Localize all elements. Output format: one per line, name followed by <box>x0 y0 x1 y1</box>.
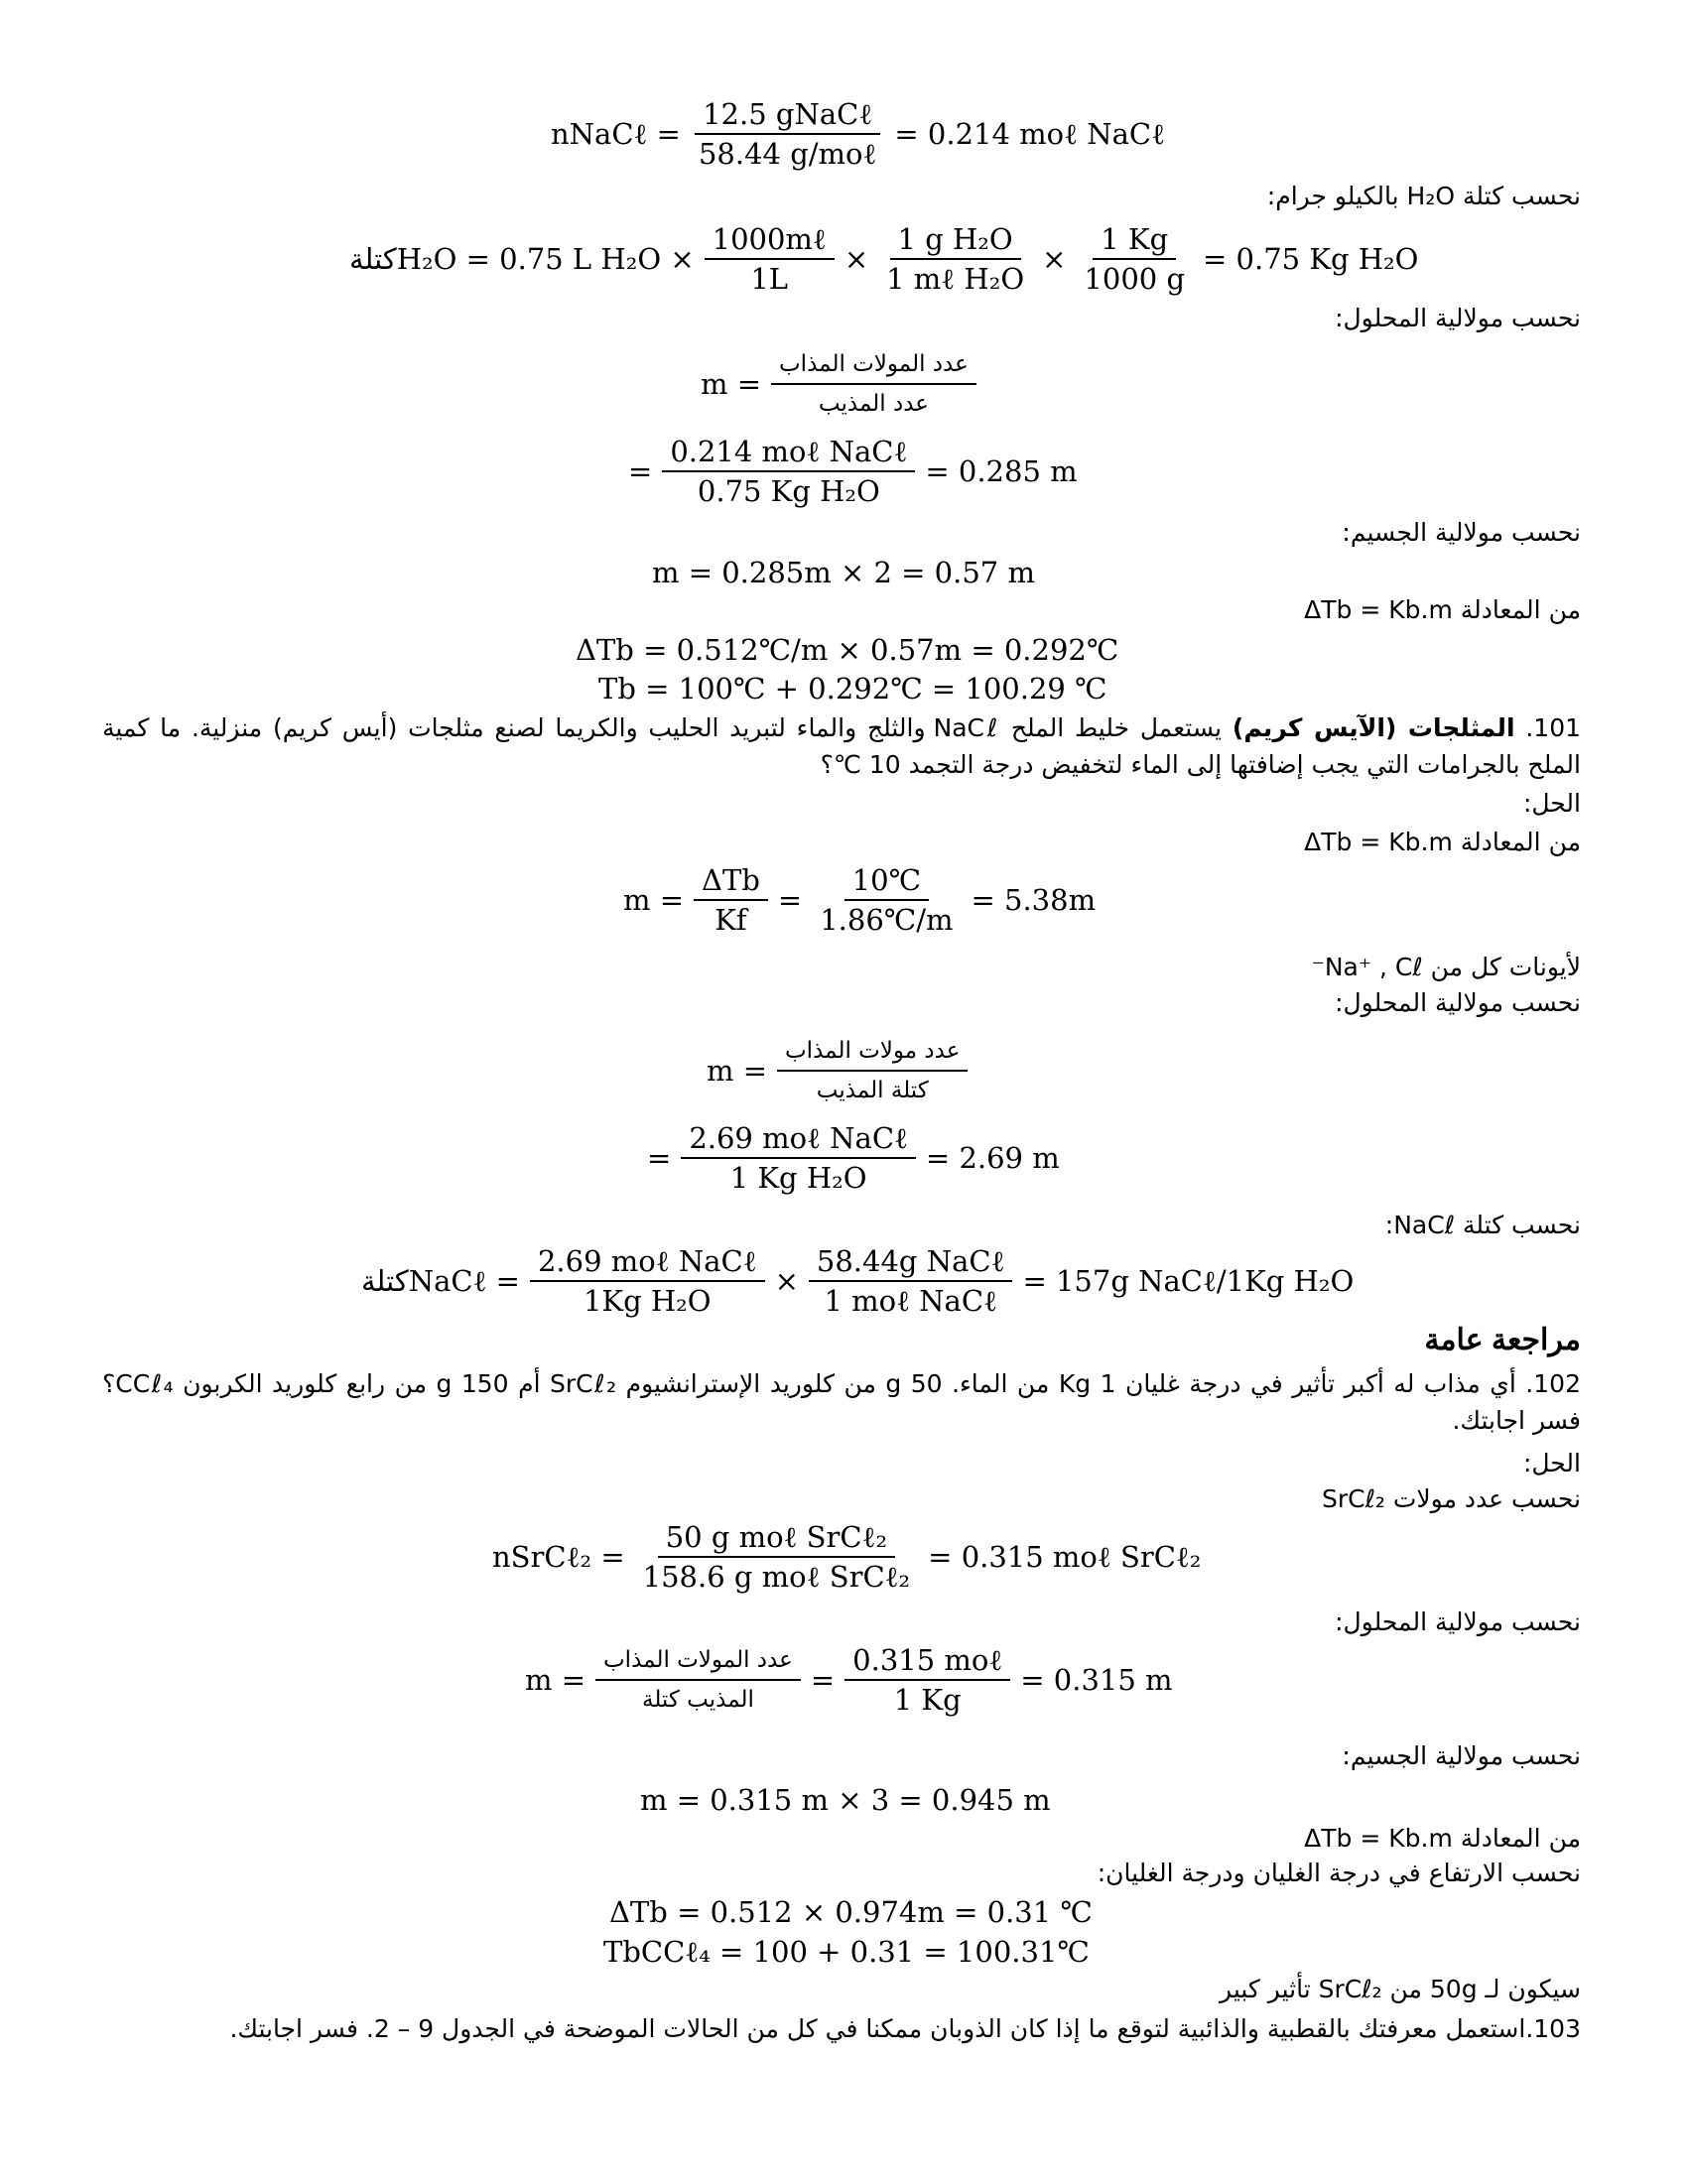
numerator: 0.315 moℓ <box>844 1641 1010 1681</box>
equals-sign: = <box>777 883 803 917</box>
equation-molality-def <box>701 345 976 423</box>
fraction <box>635 1518 919 1596</box>
fraction <box>1076 220 1193 298</box>
numerator: 2.69 moℓ NaCℓ <box>681 1119 916 1159</box>
eq-lhs: كتلةH₂O = 0.75 L H₂O × <box>349 242 695 276</box>
equation-tb-ccl4: TbCCℓ₄ = 100 + 0.31 = 100.31℃ <box>603 1935 1090 1969</box>
eq-rhs: = 0.214 moℓ NaCℓ <box>894 116 1165 151</box>
fraction <box>844 1641 1010 1719</box>
denominator: 1 Kg <box>893 1683 962 1717</box>
step-text: نحسب الارتفاع في درجة الغليان ودرجة الغليان: <box>1097 1859 1581 1887</box>
numerator: ΔTb <box>694 861 768 901</box>
denominator: 158.6 g moℓ SrCℓ₂ <box>642 1560 911 1594</box>
numerator: 1000mℓ <box>705 220 835 260</box>
eq-lhs: nNaCℓ = <box>551 116 681 151</box>
equation-moles-nacl <box>551 95 1165 173</box>
numerator: 50 g moℓ SrCℓ₂ <box>658 1518 895 1558</box>
step-text: من المعادلة ΔTb = Kb.m <box>1304 595 1581 624</box>
step-text: نحسب عدد مولات SrCℓ₂ <box>1321 1484 1581 1513</box>
equation-mass-nacl <box>361 1242 1354 1320</box>
denominator: 1Kg H₂O <box>583 1284 712 1318</box>
eq-lhs: nSrCℓ₂ = <box>492 1539 625 1574</box>
eq-rhs: = 0.315 m <box>1020 1663 1173 1697</box>
question-101 <box>102 709 1581 783</box>
fraction <box>691 95 884 173</box>
step-text: نحسب مولالية المحلول: <box>1335 304 1581 332</box>
question-text: يستعمل خليط الملح NaCℓ والثلج والماء لتبريد الحليب والكريما لصنع مثلجات (أيس كريم) منزلية. ما كمية الملح بالجرامات التي يجب إضافتها إلى الماء لتخفيض درجة التجمد 10 ℃؟ <box>102 713 1581 779</box>
fraction <box>694 861 768 939</box>
step-text: لأيونات كل من Na⁺ , Cℓ⁻ <box>1311 953 1581 981</box>
fraction <box>662 433 915 510</box>
fraction <box>595 1641 801 1719</box>
step-text: الحل: <box>1522 789 1581 818</box>
step-text: الحل: <box>1522 1449 1581 1477</box>
fraction <box>681 1119 916 1197</box>
equation-molality-value-2 <box>647 1119 1060 1197</box>
numerator: 1 g H₂O <box>890 220 1021 260</box>
numerator: عدد المولات المذاب <box>771 345 976 385</box>
denominator: 1000 g <box>1084 262 1186 296</box>
equation-molality-srcl2 <box>525 1641 1173 1719</box>
question-topic: المثلجات (الآيس كريم) <box>1232 713 1515 742</box>
numerator: 58.44g NaCℓ <box>809 1242 1013 1282</box>
equation-moles-srcl2 <box>492 1518 1201 1596</box>
times-sign: × <box>844 242 869 276</box>
fraction <box>777 1032 968 1109</box>
step-text: نحسب كتلة NaCℓ: <box>1384 1211 1581 1239</box>
denominator: 1.86℃/m <box>820 903 954 937</box>
eq-rhs: = 5.38m <box>971 883 1097 917</box>
times-sign: × <box>1042 242 1067 276</box>
question-103: 103.استعمل معرفتك بالقطبية والذائبية لتوقع ما إذا كان الذوبان ممكنا في كل من الحالات الموضحة في الجدول 9 – 2. فسر اجابتك. <box>229 2014 1581 2043</box>
step-text: نحسب مولالية المحلول: <box>1335 988 1581 1017</box>
fraction <box>771 345 976 423</box>
equation-mass-water <box>349 220 1418 298</box>
equation-tb: Tb = 100℃ + 0.292℃ = 100.29 ℃ <box>598 672 1107 706</box>
step-text: سيكون لـ 50g من SrCℓ₂ تأثير كبير <box>1220 1975 1581 2003</box>
equals-sign: = <box>810 1663 836 1697</box>
eq-lhs: m = <box>623 883 685 917</box>
denominator: كتلة المذيب <box>816 1078 929 1103</box>
denominator: 58.44 g/moℓ <box>698 137 877 171</box>
denominator: Kf <box>714 903 747 937</box>
equation-delta-tb-2: ΔTb = 0.512 × 0.974m = 0.31 ℃ <box>609 1895 1093 1929</box>
equation-molality-def-2 <box>707 1032 968 1109</box>
eq-lhs: = <box>647 1141 672 1175</box>
numerator: عدد مولات المذاب <box>777 1032 968 1072</box>
step-text: من المعادلة ΔTb = Kb.m <box>1304 828 1581 856</box>
fraction <box>809 1242 1013 1320</box>
fraction <box>530 1242 765 1320</box>
times-sign: × <box>774 1264 799 1298</box>
step-text: نحسب مولالية الجسيم: <box>1342 518 1581 547</box>
eq-lhs: كتلةNaCℓ = <box>361 1263 520 1298</box>
eq-lhs: m = <box>707 1054 768 1088</box>
equation-particle-molality-2: m = 0.315 m × 3 = 0.945 m <box>640 1783 1051 1817</box>
eq-rhs: = 157g NaCℓ/1Kg H₂O <box>1022 1263 1355 1298</box>
fraction <box>878 220 1032 298</box>
denominator: 1 Kg H₂O <box>729 1161 867 1195</box>
eq-lhs: = <box>628 454 653 488</box>
step-text: نحسب مولالية الجسيم: <box>1342 1741 1581 1770</box>
step-text: نحسب مولالية المحلول: <box>1335 1607 1581 1636</box>
eq-lhs: m = <box>525 1663 586 1697</box>
eq-rhs: = 0.315 moℓ SrCℓ₂ <box>928 1539 1202 1574</box>
equation-delta-tb: ΔTb = 0.512℃/m × 0.57m = 0.292℃ <box>576 633 1119 667</box>
numerator: 10℃ <box>844 861 929 901</box>
fraction <box>705 220 835 298</box>
step-text: من المعادلة ΔTb = Kb.m <box>1304 1824 1581 1853</box>
eq-lhs: m = <box>701 367 762 401</box>
question-102: 102. أي مذاب له أكبر تأثير في درجة غليان 1 Kg من الماء. 50 g من كلوريد الإسترانشيوم SrCℓ₂ أم 150 g من رابع كلوريد الكربون CCℓ₄؟ فسر اجابتك. <box>102 1369 1581 1435</box>
denominator: عدد المذيب <box>818 391 929 417</box>
numerator: 12.5 gNaCℓ <box>695 95 880 135</box>
denominator: المذيب كتلة <box>641 1687 754 1713</box>
denominator: 1 mℓ H₂O <box>886 262 1025 296</box>
step-text: نحسب كتلة H₂O بالكيلو جرام: <box>1266 182 1581 210</box>
eq-rhs: = 2.69 m <box>925 1141 1060 1175</box>
numerator: عدد المولات المذاب <box>595 1641 801 1681</box>
denominator: 1L <box>750 262 789 296</box>
section-heading: مراجعة عامة <box>1424 1324 1581 1356</box>
denominator: 1 moℓ NaCℓ <box>824 1284 997 1318</box>
numerator: 1 Kg <box>1093 220 1176 260</box>
denominator: 0.75 Kg H₂O <box>697 474 880 508</box>
equation-molality-value <box>628 433 1078 510</box>
numerator: 2.69 moℓ NaCℓ <box>530 1242 765 1282</box>
equation-particle-molality: m = 0.285m × 2 = 0.57 m <box>652 556 1035 589</box>
question-number: 101. <box>1525 713 1582 742</box>
numerator: 0.214 moℓ NaCℓ <box>662 433 915 472</box>
eq-rhs: = 0.285 m <box>925 454 1078 488</box>
equation-molality-from-dt <box>623 861 1096 939</box>
eq-rhs: = 0.75 Kg H₂O <box>1203 242 1419 276</box>
fraction <box>812 861 961 939</box>
